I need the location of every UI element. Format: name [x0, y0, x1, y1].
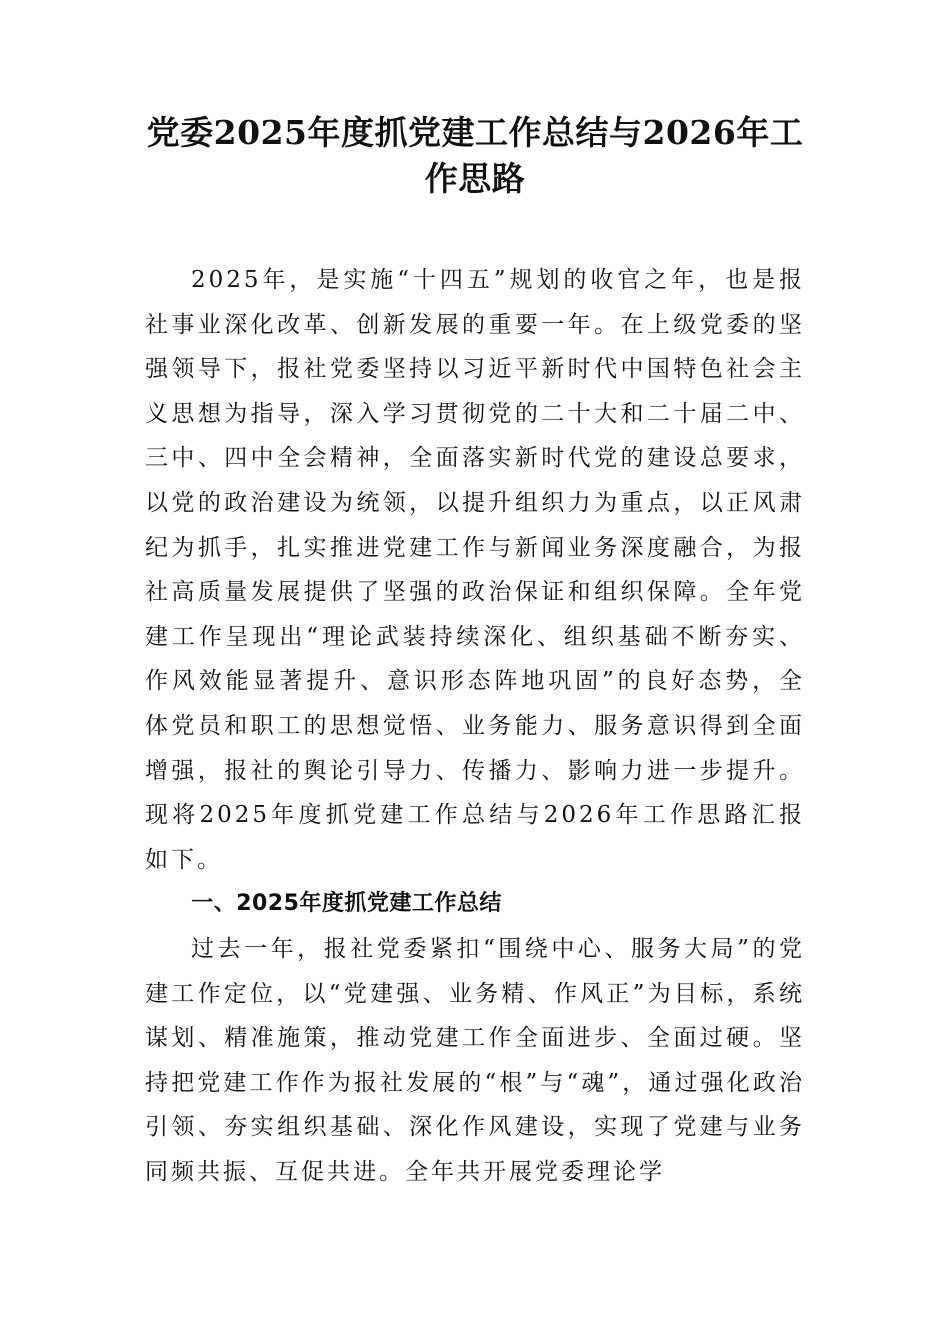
- document-title: 党委2025年度抓党建工作总结与2026年工作思路: [146, 113, 804, 198]
- intro-paragraph: 2025年，是实施“十四五”规划的收官之年，也是报社事业深化改革、创新发展的重要一年。在上级党委的坚强领导下，报社党委坚持以习近平新时代中国特色社会主义思想为指导，深入学习贯彻党的二十大和二十届二中、三中、四中全会精神，全面落实新时代党的建设总要求，以党的政治建设为统领，以提升组织力为重点，以正风肃纪为抓手，扎实推进党建工作与新闻业务深度融合，为报社高质量发展提供了坚强的政治保证和组织保障。全年党建工作呈现出“理论武装持续深化、组织基础不断夯实、作风效能显著提升、意识形态阵地巩固”的良好态势，全体党员和职工的思想觉悟、业务能力、服务意识得到全面增强，报社的舆论引导力、传播力、影响力进一步提升。现将2025年度抓党建工作总结与2026年工作思路汇报如下。: [145, 267, 805, 873]
- section-1-paragraph: 过去一年，报社党委紧扣“围绕中心、服务大局”的党建工作定位，以“党建强、业务精、作风正”为目标，系统谋划、精准施策，推动党建工作全面进步、全面过硬。坚持把党建工作作为报社发展的“根”与“魂”，通过强化政治引领、夯实组织基础、深化作风建设，实现了党建与业务同频共振、互促共进。全年共开展党委理论学: [145, 935, 805, 1185]
- section-1-heading: 一、2025年度抓党建工作总结: [191, 891, 502, 917]
- document-body: [145, 258, 805, 1194]
